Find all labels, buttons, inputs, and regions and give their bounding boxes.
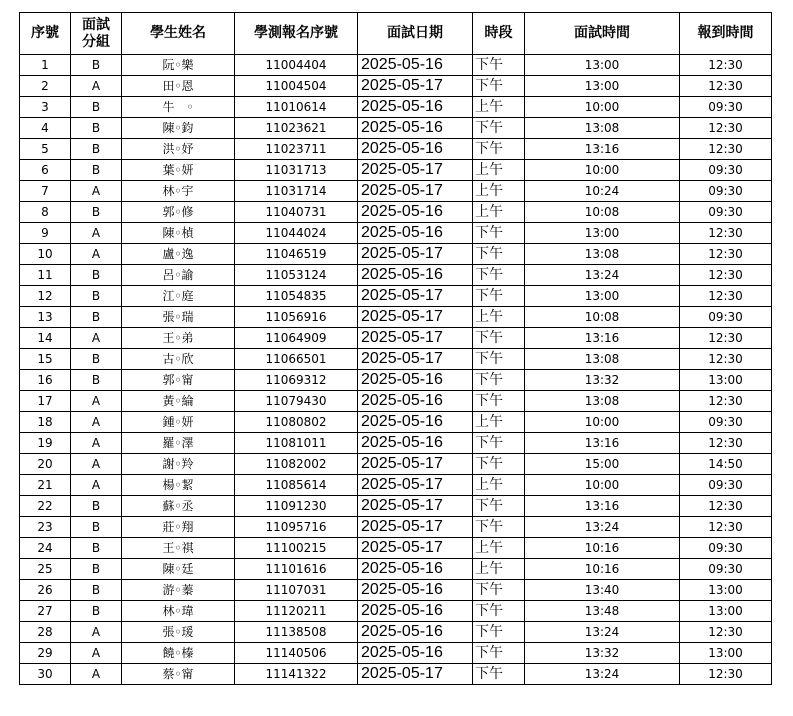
cell-seq: 21 (20, 475, 71, 496)
cell-seq: 7 (20, 181, 71, 202)
cell-group: B (71, 55, 122, 76)
header-group-line2: 分組 (82, 33, 110, 50)
cell-reg-no: 11023621 (235, 118, 358, 139)
cell-period: 下午 (473, 286, 525, 307)
cell-report: 13:00 (680, 643, 772, 664)
table-row (20, 118, 772, 139)
cell-name: 呂◦諭 (122, 265, 235, 286)
cell-date: 2025-05-16 (358, 118, 473, 139)
cell-report: 09:30 (680, 538, 772, 559)
cell-name: 盧◦逸 (122, 244, 235, 265)
cell-group: A (71, 433, 122, 454)
cell-seq: 1 (20, 55, 71, 76)
cell-name: 阮◦樂 (122, 55, 235, 76)
cell-name: 蘇◦丞 (122, 496, 235, 517)
cell-seq: 8 (20, 202, 71, 223)
table-row (20, 454, 772, 475)
table-row (20, 76, 772, 97)
cell-seq: 30 (20, 664, 71, 685)
cell-report: 13:00 (680, 370, 772, 391)
table-header (20, 13, 772, 55)
cell-report: 13:00 (680, 580, 772, 601)
cell-group: A (71, 412, 122, 433)
cell-time: 13:24 (525, 622, 680, 643)
cell-time: 13:32 (525, 370, 680, 391)
table-row (20, 244, 772, 265)
cell-seq: 29 (20, 643, 71, 664)
cell-seq: 5 (20, 139, 71, 160)
cell-seq: 22 (20, 496, 71, 517)
cell-date: 2025-05-17 (358, 454, 473, 475)
cell-name: 郭◦修 (122, 202, 235, 223)
cell-group: B (71, 517, 122, 538)
cell-period: 下午 (473, 265, 525, 286)
cell-seq: 18 (20, 412, 71, 433)
cell-time: 13:16 (525, 433, 680, 454)
cell-group: B (71, 601, 122, 622)
cell-reg-no: 11056916 (235, 307, 358, 328)
cell-seq: 17 (20, 391, 71, 412)
cell-time: 13:16 (525, 139, 680, 160)
cell-reg-no: 11031713 (235, 160, 358, 181)
cell-name: 游◦蓁 (122, 580, 235, 601)
table-row (20, 181, 772, 202)
table-row (20, 559, 772, 580)
cell-report: 12:30 (680, 349, 772, 370)
cell-reg-no: 11101616 (235, 559, 358, 580)
cell-reg-no: 11095716 (235, 517, 358, 538)
cell-time: 10:08 (525, 307, 680, 328)
header-row (20, 13, 772, 55)
cell-date: 2025-05-16 (358, 433, 473, 454)
cell-seq: 15 (20, 349, 71, 370)
cell-reg-no: 11053124 (235, 265, 358, 286)
cell-reg-no: 11140506 (235, 643, 358, 664)
cell-seq: 14 (20, 328, 71, 349)
header-seq: 序號 (20, 13, 71, 55)
cell-date: 2025-05-16 (358, 412, 473, 433)
cell-period: 下午 (473, 139, 525, 160)
cell-seq: 25 (20, 559, 71, 580)
cell-reg-no: 11107031 (235, 580, 358, 601)
cell-name: 葉◦妍 (122, 160, 235, 181)
cell-group: B (71, 349, 122, 370)
table-row (20, 139, 772, 160)
cell-report: 09:30 (680, 475, 772, 496)
cell-reg-no: 11023711 (235, 139, 358, 160)
cell-group: B (71, 202, 122, 223)
table-row (20, 265, 772, 286)
cell-seq: 4 (20, 118, 71, 139)
cell-period: 下午 (473, 370, 525, 391)
cell-reg-no: 11064909 (235, 328, 358, 349)
cell-period: 下午 (473, 118, 525, 139)
cell-period: 下午 (473, 328, 525, 349)
cell-reg-no: 11044024 (235, 223, 358, 244)
cell-reg-no: 11054835 (235, 286, 358, 307)
cell-seq: 6 (20, 160, 71, 181)
cell-time: 13:00 (525, 286, 680, 307)
cell-date: 2025-05-17 (358, 328, 473, 349)
cell-group: A (71, 475, 122, 496)
cell-period: 上午 (473, 160, 525, 181)
cell-report: 09:30 (680, 307, 772, 328)
table-body (20, 55, 772, 685)
cell-time: 13:24 (525, 517, 680, 538)
header-group (71, 13, 122, 55)
cell-date: 2025-05-17 (358, 307, 473, 328)
cell-seq: 19 (20, 433, 71, 454)
table-row (20, 412, 772, 433)
cell-reg-no: 11010614 (235, 97, 358, 118)
table-row (20, 517, 772, 538)
cell-period: 下午 (473, 244, 525, 265)
cell-period: 下午 (473, 454, 525, 475)
cell-name: 蔡◦甯 (122, 664, 235, 685)
cell-reg-no: 11031714 (235, 181, 358, 202)
cell-group: B (71, 580, 122, 601)
cell-period: 下午 (473, 223, 525, 244)
header-period: 時段 (473, 13, 525, 55)
cell-report: 12:30 (680, 622, 772, 643)
cell-time: 10:00 (525, 97, 680, 118)
cell-seq: 9 (20, 223, 71, 244)
cell-name: 田◦恩 (122, 76, 235, 97)
cell-date: 2025-05-17 (358, 664, 473, 685)
cell-period: 下午 (473, 391, 525, 412)
table-row (20, 223, 772, 244)
cell-seq: 11 (20, 265, 71, 286)
cell-time: 10:24 (525, 181, 680, 202)
cell-group: A (71, 643, 122, 664)
cell-time: 13:32 (525, 643, 680, 664)
cell-group: A (71, 181, 122, 202)
cell-period: 下午 (473, 76, 525, 97)
cell-period: 下午 (473, 580, 525, 601)
cell-group: B (71, 307, 122, 328)
table-row (20, 202, 772, 223)
cell-seq: 12 (20, 286, 71, 307)
interview-schedule-table (19, 12, 772, 685)
cell-group: A (71, 664, 122, 685)
cell-name: 張◦瑗 (122, 622, 235, 643)
cell-date: 2025-05-16 (358, 97, 473, 118)
cell-group: B (71, 265, 122, 286)
header-reg-no: 學測報名序號 (235, 13, 358, 55)
cell-time: 10:16 (525, 538, 680, 559)
cell-seq: 10 (20, 244, 71, 265)
cell-reg-no: 11046519 (235, 244, 358, 265)
cell-reg-no: 11079430 (235, 391, 358, 412)
cell-name: 羅◦澤 (122, 433, 235, 454)
table-row (20, 97, 772, 118)
cell-name: 饒◦榛 (122, 643, 235, 664)
cell-reg-no: 11091230 (235, 496, 358, 517)
cell-time: 13:08 (525, 118, 680, 139)
cell-seq: 16 (20, 370, 71, 391)
cell-date: 2025-05-16 (358, 391, 473, 412)
cell-time: 13:08 (525, 349, 680, 370)
table-row (20, 601, 772, 622)
cell-time: 13:16 (525, 328, 680, 349)
cell-period: 下午 (473, 664, 525, 685)
cell-report: 09:30 (680, 181, 772, 202)
cell-seq: 20 (20, 454, 71, 475)
cell-reg-no: 11069312 (235, 370, 358, 391)
cell-group: A (71, 391, 122, 412)
cell-report: 09:30 (680, 202, 772, 223)
cell-period: 下午 (473, 517, 525, 538)
table-row (20, 286, 772, 307)
cell-name: 牛 ◦ (122, 97, 235, 118)
cell-date: 2025-05-17 (358, 286, 473, 307)
cell-group: A (71, 328, 122, 349)
table-row (20, 391, 772, 412)
cell-date: 2025-05-17 (358, 538, 473, 559)
cell-group: B (71, 286, 122, 307)
cell-time: 10:00 (525, 412, 680, 433)
cell-name: 江◦庭 (122, 286, 235, 307)
cell-time: 10:08 (525, 202, 680, 223)
table-row (20, 160, 772, 181)
cell-time: 13:16 (525, 496, 680, 517)
cell-time: 13:00 (525, 55, 680, 76)
cell-report: 12:30 (680, 55, 772, 76)
cell-reg-no: 11081011 (235, 433, 358, 454)
cell-reg-no: 11004504 (235, 76, 358, 97)
cell-date: 2025-05-16 (358, 265, 473, 286)
cell-period: 下午 (473, 601, 525, 622)
cell-time: 13:40 (525, 580, 680, 601)
cell-name: 莊◦翔 (122, 517, 235, 538)
table-row (20, 664, 772, 685)
cell-period: 下午 (473, 433, 525, 454)
cell-report: 12:30 (680, 223, 772, 244)
cell-seq: 2 (20, 76, 71, 97)
cell-period: 下午 (473, 349, 525, 370)
cell-report: 09:30 (680, 559, 772, 580)
cell-report: 12:30 (680, 118, 772, 139)
cell-reg-no: 11141322 (235, 664, 358, 685)
cell-reg-no: 11004404 (235, 55, 358, 76)
cell-name: 陳◦鈞 (122, 118, 235, 139)
cell-report: 12:30 (680, 391, 772, 412)
cell-report: 12:30 (680, 244, 772, 265)
cell-name: 黃◦綸 (122, 391, 235, 412)
cell-report: 12:30 (680, 76, 772, 97)
table-row (20, 475, 772, 496)
cell-name: 林◦瑋 (122, 601, 235, 622)
cell-period: 上午 (473, 97, 525, 118)
cell-date: 2025-05-16 (358, 370, 473, 391)
table-row (20, 496, 772, 517)
cell-reg-no: 11082002 (235, 454, 358, 475)
cell-group: A (71, 622, 122, 643)
cell-time: 13:08 (525, 244, 680, 265)
cell-time: 15:00 (525, 454, 680, 475)
cell-seq: 23 (20, 517, 71, 538)
cell-time: 13:00 (525, 223, 680, 244)
table-row (20, 643, 772, 664)
cell-time: 10:00 (525, 475, 680, 496)
cell-date: 2025-05-16 (358, 643, 473, 664)
cell-period: 上午 (473, 559, 525, 580)
cell-time: 10:16 (525, 559, 680, 580)
cell-date: 2025-05-16 (358, 223, 473, 244)
cell-time: 13:48 (525, 601, 680, 622)
cell-time: 13:00 (525, 76, 680, 97)
cell-group: B (71, 160, 122, 181)
cell-date: 2025-05-17 (358, 475, 473, 496)
cell-period: 下午 (473, 622, 525, 643)
cell-reg-no: 11080802 (235, 412, 358, 433)
cell-time: 13:08 (525, 391, 680, 412)
table-row (20, 433, 772, 454)
cell-seq: 3 (20, 97, 71, 118)
cell-report: 12:30 (680, 265, 772, 286)
cell-date: 2025-05-16 (358, 622, 473, 643)
cell-report: 12:30 (680, 496, 772, 517)
cell-name: 林◦宇 (122, 181, 235, 202)
cell-report: 12:30 (680, 433, 772, 454)
table-row (20, 55, 772, 76)
cell-group: B (71, 370, 122, 391)
cell-time: 13:24 (525, 664, 680, 685)
cell-date: 2025-05-16 (358, 559, 473, 580)
cell-name: 王◦祺 (122, 538, 235, 559)
cell-period: 上午 (473, 475, 525, 496)
cell-name: 陳◦楨 (122, 223, 235, 244)
cell-report: 12:30 (680, 328, 772, 349)
cell-seq: 24 (20, 538, 71, 559)
cell-date: 2025-05-16 (358, 55, 473, 76)
cell-name: 洪◦妤 (122, 139, 235, 160)
cell-seq: 26 (20, 580, 71, 601)
header-group-line1: 面試 (82, 16, 110, 33)
header-date: 面試日期 (358, 13, 473, 55)
cell-name: 古◦欣 (122, 349, 235, 370)
cell-period: 上午 (473, 412, 525, 433)
cell-date: 2025-05-16 (358, 139, 473, 160)
cell-period: 上午 (473, 307, 525, 328)
cell-date: 2025-05-17 (358, 76, 473, 97)
cell-reg-no: 11138508 (235, 622, 358, 643)
cell-group: B (71, 97, 122, 118)
cell-report: 12:30 (680, 139, 772, 160)
table-row (20, 349, 772, 370)
cell-date: 2025-05-17 (358, 181, 473, 202)
cell-period: 上午 (473, 202, 525, 223)
cell-period: 上午 (473, 181, 525, 202)
cell-date: 2025-05-17 (358, 244, 473, 265)
cell-report: 12:30 (680, 517, 772, 538)
cell-period: 下午 (473, 55, 525, 76)
cell-reg-no: 11100215 (235, 538, 358, 559)
cell-date: 2025-05-17 (358, 160, 473, 181)
cell-report: 09:30 (680, 412, 772, 433)
table-row (20, 622, 772, 643)
cell-group: A (71, 223, 122, 244)
cell-name: 郭◦甯 (122, 370, 235, 391)
cell-group: B (71, 118, 122, 139)
cell-date: 2025-05-17 (358, 349, 473, 370)
table-row (20, 370, 772, 391)
cell-date: 2025-05-17 (358, 496, 473, 517)
header-time: 面試時間 (525, 13, 680, 55)
cell-reg-no: 11120211 (235, 601, 358, 622)
cell-period: 下午 (473, 496, 525, 517)
cell-reg-no: 11085614 (235, 475, 358, 496)
cell-group: A (71, 244, 122, 265)
table-row (20, 538, 772, 559)
cell-group: B (71, 496, 122, 517)
cell-report: 12:30 (680, 664, 772, 685)
cell-report: 14:50 (680, 454, 772, 475)
cell-report: 09:30 (680, 97, 772, 118)
cell-name: 謝◦羚 (122, 454, 235, 475)
cell-name: 楊◦絜 (122, 475, 235, 496)
header-report: 報到時間 (680, 13, 772, 55)
table-row (20, 328, 772, 349)
cell-seq: 27 (20, 601, 71, 622)
cell-group: B (71, 559, 122, 580)
cell-period: 上午 (473, 538, 525, 559)
cell-date: 2025-05-16 (358, 202, 473, 223)
cell-time: 13:24 (525, 265, 680, 286)
cell-date: 2025-05-16 (358, 601, 473, 622)
cell-report: 12:30 (680, 286, 772, 307)
cell-report: 13:00 (680, 601, 772, 622)
cell-group: B (71, 139, 122, 160)
cell-seq: 28 (20, 622, 71, 643)
cell-date: 2025-05-17 (358, 517, 473, 538)
cell-date: 2025-05-16 (358, 580, 473, 601)
cell-time: 10:00 (525, 160, 680, 181)
cell-report: 09:30 (680, 160, 772, 181)
cell-name: 王◦弟 (122, 328, 235, 349)
cell-group: A (71, 76, 122, 97)
cell-reg-no: 11066501 (235, 349, 358, 370)
cell-period: 下午 (473, 643, 525, 664)
cell-name: 張◦瑞 (122, 307, 235, 328)
cell-seq: 13 (20, 307, 71, 328)
cell-group: B (71, 538, 122, 559)
cell-name: 陳◦廷 (122, 559, 235, 580)
cell-name: 鍾◦妍 (122, 412, 235, 433)
table-row (20, 580, 772, 601)
cell-group: A (71, 454, 122, 475)
table-row (20, 307, 772, 328)
cell-reg-no: 11040731 (235, 202, 358, 223)
header-name: 學生姓名 (122, 13, 235, 55)
